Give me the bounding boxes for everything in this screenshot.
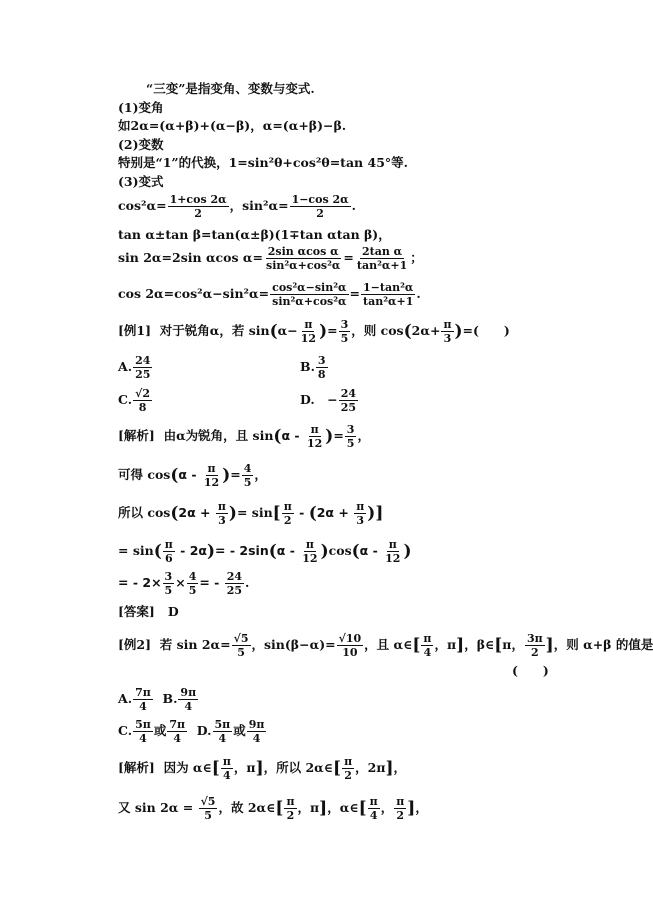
solution-1-line-2: 可得 cos(α - $\frac{\pi}{12}$ )= $\frac{4}{5}$ ， [118, 462, 267, 489]
solution-1-line-5: = - 2× $\frac{3}{5}$ × $\frac{4}{5}$ = - $\frac{24}{25}$ . [118, 570, 250, 597]
solution-2-line-1: [解析] 因为 α∈[ $\frac{\pi}{4}$ ，π]，所以 2α∈[ $\frac{\pi}{2}$ ，2π]， [118, 755, 407, 782]
formula-tan: tan α±tan β=tan(α±β)(1∓tan αtan β)， [118, 227, 391, 242]
heading-3: (3)变式 [118, 174, 164, 189]
formula-cos-square: cos²α= $\frac{1+\cos 2\alpha}{2}$ ，sin²α= $\frac{1-\cos 2\alpha}{2}$ . [118, 193, 356, 220]
solution-1-line-1: [解析] 由α为锐角，且 sin(α - $\frac{\pi}{12}$ )= $\frac{3}{5}$ ， [118, 423, 370, 450]
option-d: D. − $\frac{24}{25}$ [300, 387, 357, 414]
option-a: A. $\frac{24}{25}$ [118, 354, 151, 381]
formula-sin-double: sin 2α=2sin αcos α= $\frac{\text{2sin αcos α}}{\text{sin²α+cos²α}}$ = $\frac{\text{2tan α}}{\text{tan²α+1}}$ ； [118, 245, 423, 272]
answer-paren: ( ) [512, 663, 549, 678]
example-tag: [例1] [118, 323, 152, 338]
heading-2: (2)变数 [118, 137, 164, 152]
option-b: B. $\frac{3}{8}$ [300, 354, 326, 381]
line-1: 如2α=(α+β)+(α−β)，α=(α+β)−β. [118, 118, 347, 133]
example-2-options-cd: C. $\frac{5\pi}{4}$ 或 $\frac{7\pi}{4}$ D. $\frac{5\pi}{4}$ 或 $\frac{9\pi}{4}$ [118, 718, 265, 745]
example-2-question: [例2] 若 sin 2α= $\frac{√5}{5}$ ，sin(β−α)= $\frac{√10}{10}$ ，且 α∈[ $\frac{\pi}{4}$ ，π]，β∈[π， $\frac{3\pi}{2}$ ]，则 α+β 的值是 [118, 632, 653, 659]
example-2-options-ab: A. $\frac{7\pi}{4}$ B. $\frac{9\pi}{4}$ [118, 686, 197, 713]
solution-1-line-3: 所以 cos(2α + $\frac{\pi}{3}$ )= sin[ $\frac{\pi}{2}$ - (2α + $\frac{\pi}{3}$ )] [118, 500, 384, 527]
line-2: 特别是“1”的代换，1=sin²θ+cos²θ=tan 45°等. [118, 155, 408, 170]
intro-text: “三变”是指变角、变数与变式. [146, 81, 315, 96]
answer-1: [答案] D [118, 604, 179, 619]
formula-text: cos²α= [118, 198, 167, 213]
example-1-question: [例1] 对于锐角α，若 sin(α− $\frac{\pi}{12}$ )= $\frac{3}{5}$ ，则 cos(2α+ $\frac{\pi}{3}$ )=( ) [118, 318, 510, 345]
option-c: C. $\frac{√2}{8}$ [118, 387, 150, 414]
solution-1-line-4: = sin( $\frac{\pi}{6}$ - 2α)= - 2sin(α - $\frac{\pi}{12}$ )cos(α - $\frac{\pi}{12}$ ) [118, 538, 412, 565]
solution-2-line-2: 又 sin 2α = $\frac{√5}{5}$ ，故 2α∈[ $\frac{\pi}{2}$ ，π]，α∈[ $\frac{\pi}{4}$ ， $\frac{\pi}{2}$ ]， [118, 795, 428, 822]
heading-1: (1)变角 [118, 100, 164, 115]
formula-cos-double: cos 2α=cos²α−sin²α= $\frac{\text{cos²α−sin²α}}{\text{sin²α+cos²α}}$ = $\frac{\text{1−tan²α}}{\text{tan²α+1}}$ . [118, 281, 421, 308]
